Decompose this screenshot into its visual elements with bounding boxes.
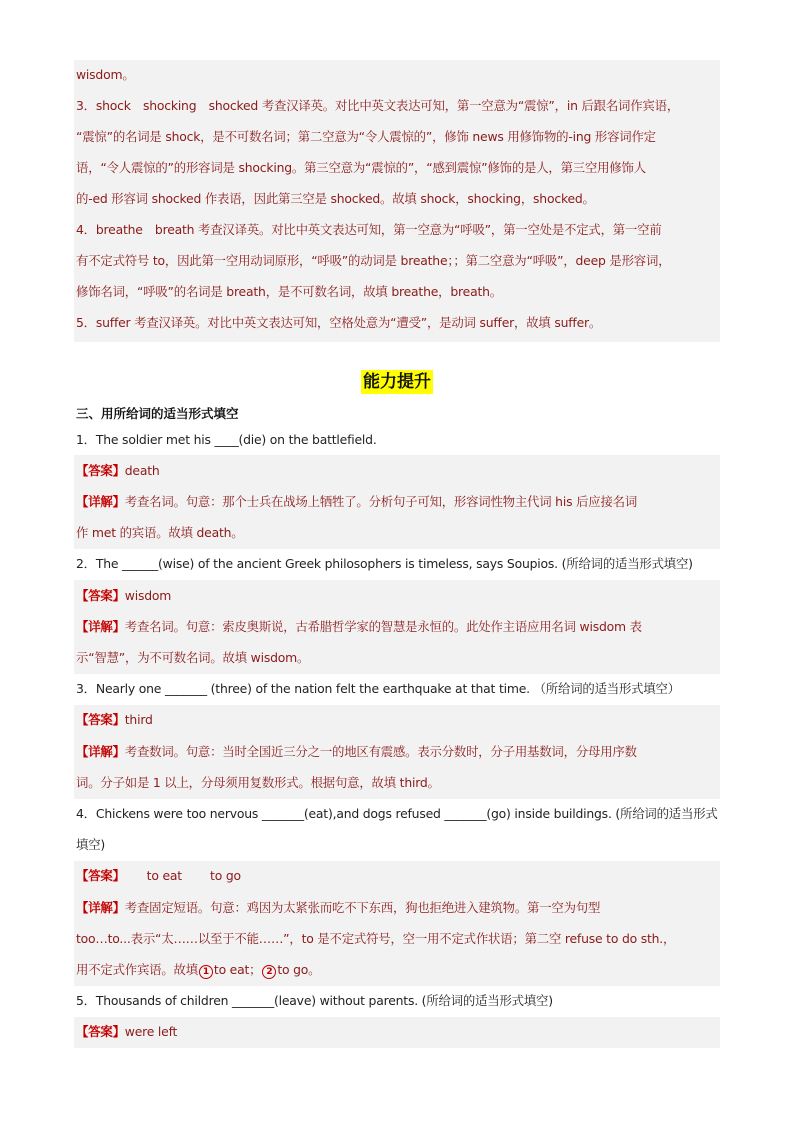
detail-line (76, 743, 722, 761)
detail-line: 示“智慧”，为不可数名词。故填 wisdom。 (76, 650, 310, 665)
text-line: 的-ed 形容词 shocked 作表语，因此第三空是 shocked。故填 shock，shocking，shocked。 (76, 191, 595, 206)
answer-line-4 (76, 867, 722, 885)
answer-value: to eat to go (118, 868, 241, 883)
answer-value: were left (124, 1024, 178, 1039)
text-line: wisdom。 (76, 67, 135, 82)
text-line: 5．suffer 考查汉译英。对比中英文表达可知，空格处意为“遭受”，是动词 suffer，故填 suffer。 (76, 315, 602, 330)
detail-text: 考查固定短语。句意：鸡因为太紧张而吃不下东西，狗也拒绝进入建筑物。第一空为句型 (124, 900, 601, 915)
circled-number-2: 2 (262, 965, 276, 979)
detail-line: 作 met 的宾语。故填 death。 (76, 525, 244, 540)
answer-value: death (124, 463, 160, 478)
text-line: 修饰名词，“呼吸”的名词是 breath，是不可数名词，故填 breathe，breath。 (76, 284, 502, 299)
answer-line-5 (76, 1023, 722, 1041)
question-2: 2．The ______(wise) of the ancient Greek philosophers is timeless, says Soupios. (所给词的适当形式填空) (76, 556, 693, 571)
answer-tag: 【答案】 (76, 868, 119, 883)
text-line: 语，“令人震惊的”的形容词是 shocking。第三空意为“震惊的”，“感到震惊”修饰的是人，第三空用修饰人 (76, 160, 646, 175)
text-line: “震惊”的名词是 shock，是不可数名词；第二空意为“令人震惊的”，修饰 news 用修饰物的-ing 形容词作定 (76, 129, 656, 144)
answer-tag: 【答案】 (76, 588, 125, 603)
answer-tag: 【答案】 (76, 712, 125, 727)
question-1: 1．The soldier met his ____(die) on the battlefield. (76, 432, 377, 447)
text-line: 4．breathe breath 考查汉译英。对比中英文表达可知，第一空意为“呼吸”，第一空处是不定式，第一空前 (76, 222, 662, 237)
answer-line-2 (76, 587, 722, 605)
detail-line (76, 899, 722, 917)
detail-text: 用不定式作宾语。故填 (76, 962, 198, 977)
detail-text: 考查名词。句意：那个士兵在战场上牺牲了。分析句子可知，形容词性物主代词 his 后应接名词 (124, 494, 638, 509)
detail-line: 词。分子如是 1 以上，分母须用复数形式。根据句意，故填 third。 (76, 775, 440, 790)
section-title: 三、用所给词的适当形式填空 (76, 406, 239, 421)
answer-line-1 (76, 462, 722, 480)
text-line: 3．shock shocking shocked 考查汉译英。对比中英文表达可知，第一空意为“震惊”，in 后跟名词作宾语， (76, 98, 680, 113)
answer-tag: 【答案】 (76, 1024, 125, 1039)
text-line: 有不定式符号 to，因此第一空用动词原形，“呼吸”的动词是 breathe；；第二空意为“呼吸”，deep 是形容词， (76, 253, 671, 268)
heading-container (0, 370, 794, 394)
detail-line (76, 961, 722, 979)
detail-line (76, 493, 722, 511)
answer-tag: 【答案】 (76, 463, 125, 478)
detail-tag: 【详解】 (76, 494, 125, 509)
question-5: 5．Thousands of children _______(leave) without parents. (所给词的适当形式填空) (76, 993, 553, 1008)
question-3: 3．Nearly one _______ (three) of the nation felt the earthquake at that time. （所给词的适当形式填空） (76, 681, 680, 696)
detail-tag: 【详解】 (76, 619, 125, 634)
answer-value: third (124, 712, 153, 727)
section-heading: 能力提升 (363, 372, 431, 392)
detail-text: 考查数词。句意：当时全国近三分之一的地区有震感。表示分数时，分子用基数词，分母用序数 (124, 744, 637, 759)
circled-number-1: 1 (199, 965, 213, 979)
detail-line: too…to...表示“太……以至于不能……”，to 是不定式符号，空一用不定式作状语；第二空 refuse to do sth.， (76, 931, 676, 946)
answer-line-3 (76, 711, 722, 729)
question-4-cont: 填空) (76, 837, 106, 852)
answer-value: wisdom (124, 588, 172, 603)
detail-text: 考查名词。句意：索皮奥斯说，古希腊哲学家的智慧是永恒的。此处作主语应用名词 wisdom 表 (124, 619, 642, 634)
detail-text: to eat； (213, 962, 262, 977)
detail-tag: 【详解】 (76, 744, 125, 759)
question-4: 4．Chickens were too nervous _______(eat),and dogs refused _______(go) inside buildings. (所给词的适当形式 (76, 806, 718, 821)
detail-tag: 【详解】 (76, 900, 125, 915)
detail-text: to go。 (277, 962, 321, 977)
detail-line (76, 618, 722, 636)
